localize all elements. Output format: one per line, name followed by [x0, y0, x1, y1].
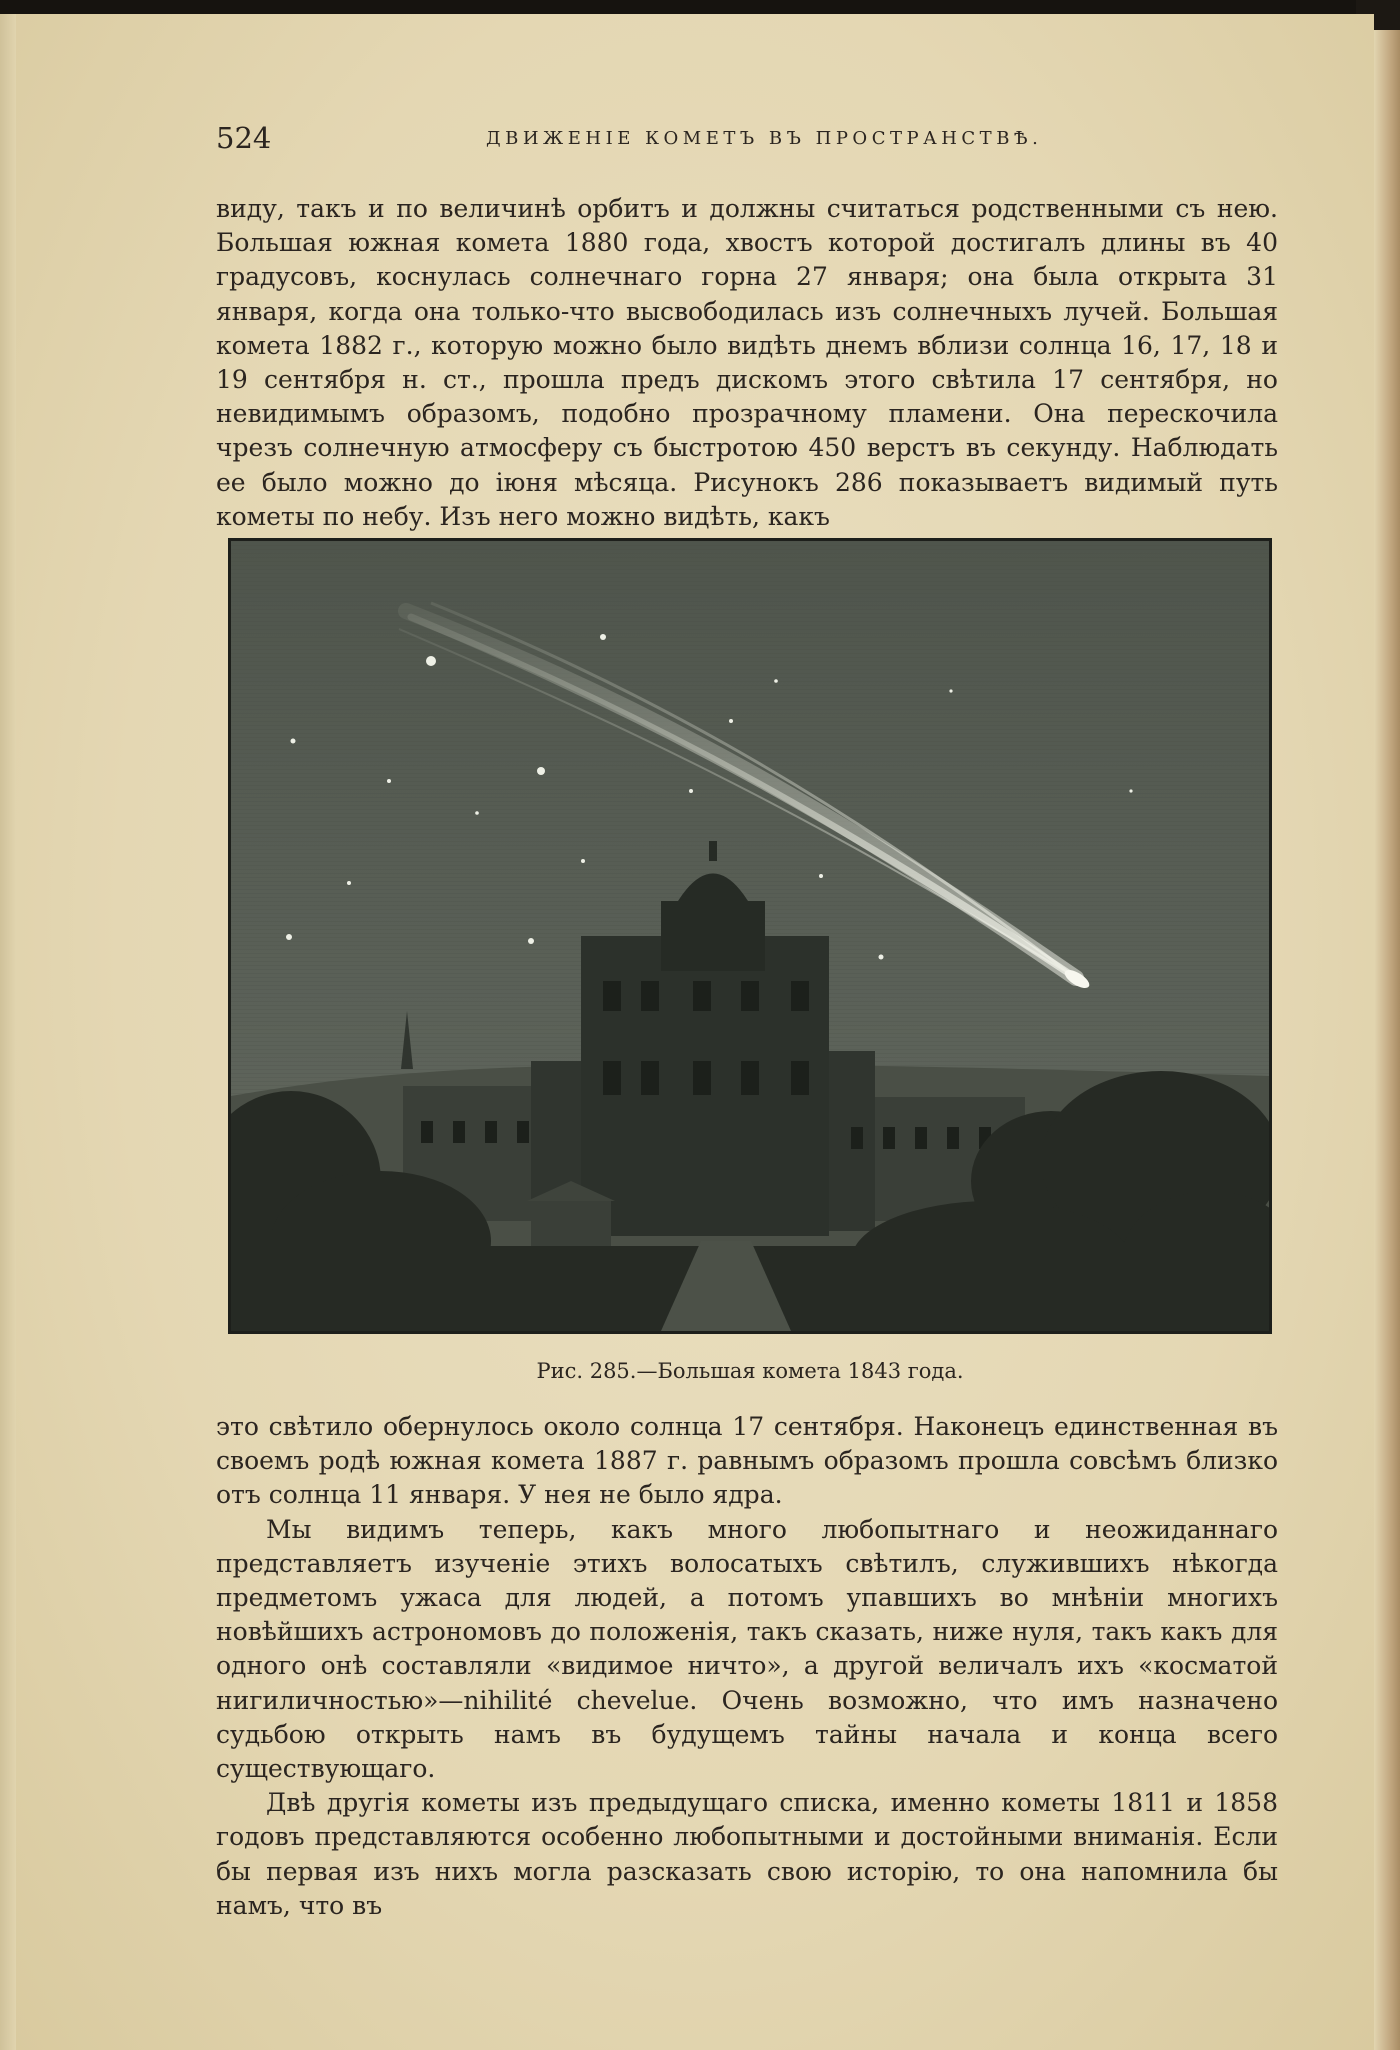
figure-caption: Рис. 285.—Большая комета 1843 года. [536, 1359, 964, 1383]
scan-top-border [0, 0, 1400, 14]
scan-left-edge [0, 14, 16, 2050]
scan-right-edge [1374, 30, 1400, 2050]
page-number: 524 [216, 121, 272, 155]
paragraph: Двѣ другія кометы изъ предыдущаго списка, именно кометы 1811 и 1858 годовъ представляются особенно любопытными и достойными вниманія. Если бы первая изъ нихъ могла разсказать свою исторію, то она напомнила бы намъ, что въ [216, 1788, 1278, 1920]
paragraph: это свѣтило обернулось около солнца 17 сентября. Наконецъ единственная въ своемъ родѣ южная комета 1887 г. равнымъ образомъ прошла совсѣмъ близко отъ солнца 11 января. У нея не было ядра. [216, 1412, 1278, 1510]
paragraph: виду, такъ и по величинѣ орбитъ и должны считаться родственными съ нею. Большая южная комета 1880 года, хвостъ которой достигалъ длины въ 40 градусовъ, коснулась солнечнаго горна 27 января; она была открыта 31 января, когда она только-что высвободилась изъ солнечныхъ лучей. Большая комета 1882 г., которую можно было видѣть днемъ вблизи солнца 16, 17, 18 и 19 сентября н. ст., прошла предъ дискомъ этого свѣтила 17 сентября, но невидимымъ образомъ, подобно прозрачному пламени. Она перескочила чрезъ солнечную атмосферу съ быстротою 450 верстъ въ секунду. Наблюдать ее было можно до іюня мѣсяца. Рисунокъ 286 показываетъ видимый путь кометы по небу. Изъ него можно видѣть, какъ [216, 194, 1278, 531]
running-head: ДВИЖЕНІЕ КОМЕТЪ ВЪ ПРОСТРАНСТВѢ. [486, 128, 1043, 149]
comet-engraving [231, 541, 1269, 1331]
body-text-top [216, 192, 1278, 534]
body-text-bottom [216, 1410, 1278, 1923]
page-header [216, 118, 1276, 158]
figure-comet-illustration [228, 538, 1272, 1334]
paragraph: Мы видимъ теперь, какъ много любопытнаго и неожиданнаго представляетъ изученіе этихъ волосатыхъ свѣтилъ, служившихъ нѣкогда предметомъ ужаса для людей, а потомъ упавшихъ во мнѣніи многихъ новѣйшихъ астрономовъ до положенія, такъ сказать, ниже нуля, такъ какъ для одного онѣ составляли «видимое ничто», а другой величалъ ихъ «косматой нигиличностью»—nihilité chevelue. Очень возможно, что имъ назначено судьбою открыть намъ въ будущемъ тайны начала и конца всего существующаго. [216, 1514, 1278, 1784]
